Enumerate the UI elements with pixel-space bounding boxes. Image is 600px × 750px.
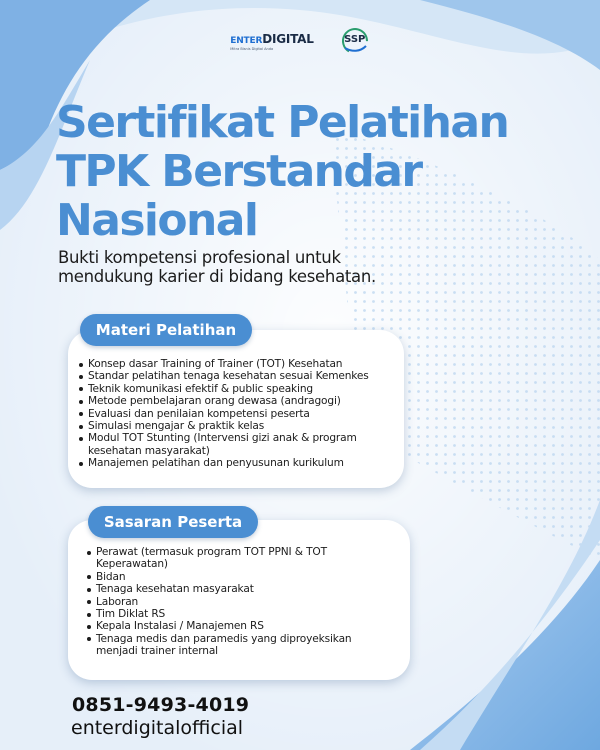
sasaran-card bbox=[68, 520, 410, 680]
materi-list bbox=[78, 358, 400, 470]
sasaran-list bbox=[86, 546, 404, 658]
list-item-text: Tenaga medis dan paramedis yang diproyeksikan bbox=[96, 632, 352, 645]
list-item bbox=[86, 608, 404, 620]
page-title bbox=[56, 98, 576, 245]
list-item-text: Simulasi mengajar & praktik kelas bbox=[88, 420, 265, 433]
list-item bbox=[78, 457, 400, 469]
list-item-text: Bidan bbox=[96, 570, 126, 583]
list-item bbox=[78, 432, 400, 457]
list-item-text: Metode pembelajaran orang dewasa (andragogi) bbox=[88, 395, 341, 408]
subtitle bbox=[58, 248, 478, 286]
list-item-text: Modul TOT Stunting (Intervensi gizi anak & program bbox=[88, 432, 357, 445]
list-item bbox=[78, 383, 400, 395]
list-item-text: menjadi trainer internal bbox=[96, 645, 218, 658]
list-item-text: Konsep dasar Training of Trainer (TOT) Kesehatan bbox=[88, 358, 343, 370]
list-item bbox=[78, 395, 400, 407]
subtitle-line: mendukung karier di bidang kesehatan. bbox=[58, 267, 376, 286]
title-line: Nasional bbox=[56, 195, 258, 246]
materi-heading: Materi Pelatihan bbox=[80, 314, 252, 346]
list-item bbox=[86, 633, 404, 658]
title-line: Sertifikat Pelatihan bbox=[56, 97, 509, 148]
list-item-text: Teknik komunikasi efektif & public speaking bbox=[88, 382, 313, 395]
list-item-text: Manajemen pelatihan dan penyusunan kurikulum bbox=[88, 457, 344, 470]
logo-prefix: ENTER bbox=[230, 35, 263, 46]
list-item bbox=[78, 370, 400, 382]
list-item bbox=[86, 546, 404, 571]
list-item-text: Standar pelatihan tenaga kesehatan sesuai Kemenkes bbox=[88, 370, 369, 383]
list-item-text: Tenaga kesehatan masyarakat bbox=[96, 583, 254, 596]
list-item bbox=[86, 620, 404, 632]
logo-name: DIGITAL bbox=[262, 31, 314, 46]
sasaran-heading: Sasaran Peserta bbox=[88, 506, 258, 538]
enter-digital-logo bbox=[230, 32, 313, 51]
list-item-text: Keperawatan) bbox=[96, 558, 168, 571]
logo-bar bbox=[0, 26, 600, 56]
list-item bbox=[86, 571, 404, 583]
list-item bbox=[78, 408, 400, 420]
ssp-text: SSP bbox=[344, 33, 366, 45]
list-item bbox=[78, 358, 400, 370]
logo-tagline: Mitra Bisnis Digital Anda bbox=[230, 46, 274, 51]
subtitle-line: Bukti kompetensi profesional untuk bbox=[58, 248, 341, 267]
list-item-text: Perawat (termasuk program TOT PPNI & TOT bbox=[96, 546, 327, 558]
list-item-text: Kepala Instalasi / Manajemen RS bbox=[96, 620, 264, 633]
list-item bbox=[86, 583, 404, 595]
contact-phone: 0851-9493-4019 bbox=[72, 694, 250, 716]
list-item bbox=[86, 596, 404, 608]
ssp-logo bbox=[340, 26, 370, 56]
list-item-text: Evaluasi dan penilaian kompetensi peserta bbox=[88, 407, 310, 420]
title-line: TPK Berstandar bbox=[56, 146, 422, 197]
contact-handle: enterdigitalofficial bbox=[71, 717, 244, 739]
list-item-text: kesehatan masyarakat) bbox=[88, 444, 210, 457]
materi-card bbox=[68, 330, 404, 488]
list-item-text: Tim Diklat RS bbox=[96, 608, 166, 621]
list-item-text: Laboran bbox=[96, 595, 139, 608]
list-item bbox=[78, 420, 400, 432]
